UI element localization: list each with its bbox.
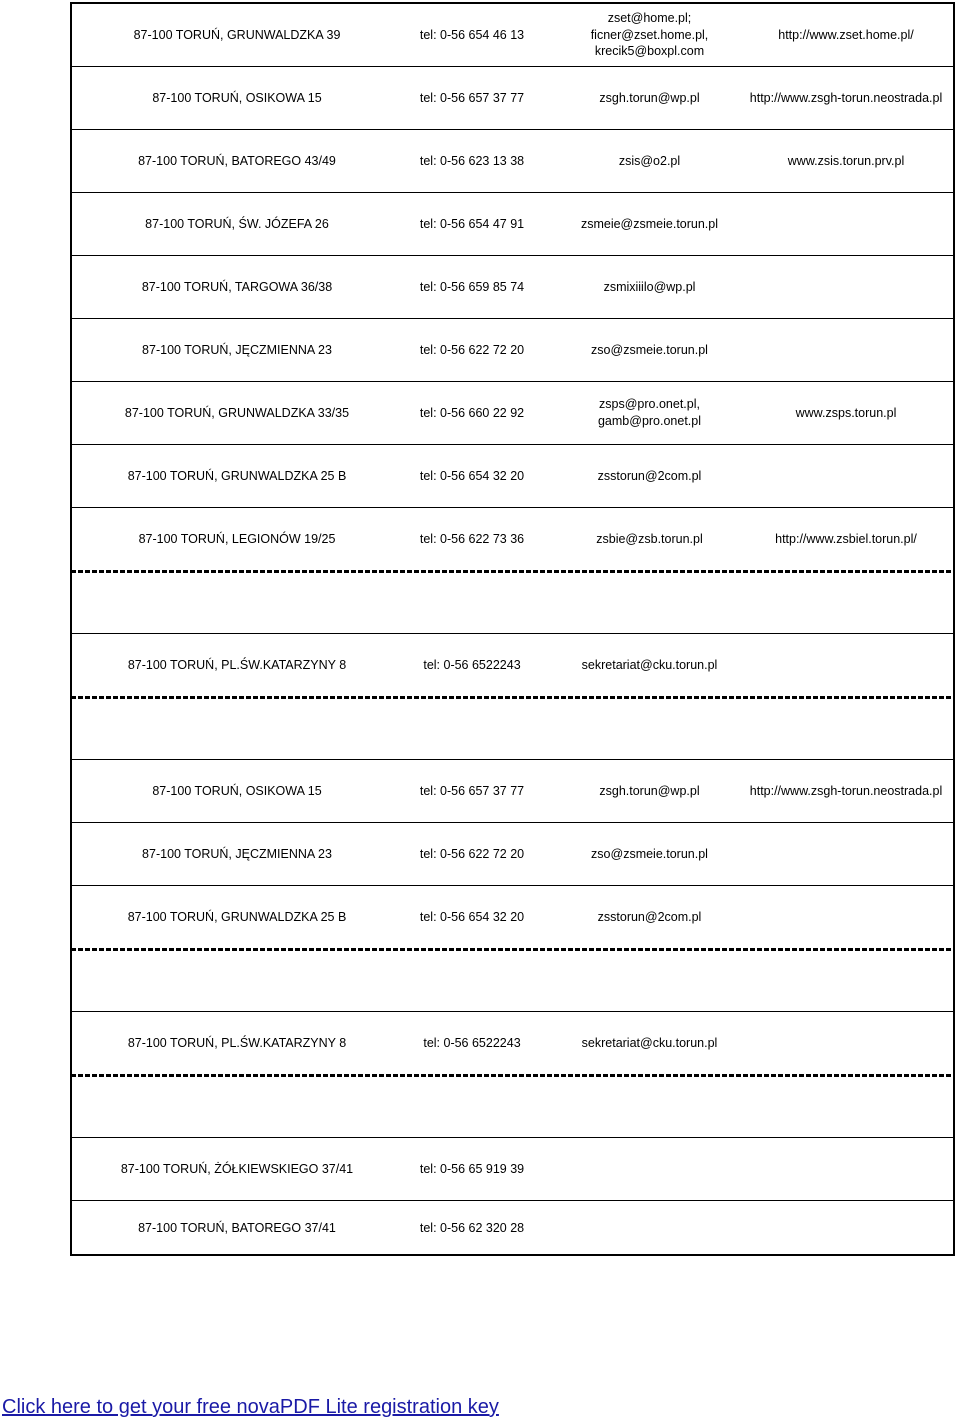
phone-cell-text: tel: 0-56 6522243 xyxy=(423,1036,521,1051)
email-cell-text: zsps@pro.onet.pl, gamb@pro.onet.pl xyxy=(597,397,702,428)
phone-cell-text: tel: 0-56 657 37 77 xyxy=(419,90,525,105)
table-row xyxy=(72,4,953,67)
address-cell xyxy=(72,193,402,255)
school-contact-table xyxy=(70,2,955,1256)
table-row xyxy=(72,886,953,949)
phone-cell-text: tel: 0-56 654 32 20 xyxy=(419,468,525,483)
email-cell-text: zso@zsmeie.torun.pl xyxy=(591,342,708,357)
address-cell-text: 87-100 TORUŃ, JĘCZMIENNA 23 xyxy=(142,342,332,357)
phone-cell xyxy=(402,760,542,822)
address-cell-text: 87-100 TORUŃ, PL.ŚW.KATARZYNY 8 xyxy=(127,1036,347,1051)
table-row xyxy=(72,1201,953,1256)
email-cell[interactable] xyxy=(542,256,757,318)
website-cell-text: http://www.zsgh-torun.neostrada.pl xyxy=(749,90,943,105)
address-cell-text: 87-100 TORUŃ, GRUNWALDZKA 33/35 xyxy=(124,405,350,420)
address-cell xyxy=(72,760,402,822)
website-cell xyxy=(737,193,955,255)
phone-cell xyxy=(402,319,542,381)
phone-cell xyxy=(402,130,542,192)
empty-row xyxy=(72,951,953,1012)
email-cell-text: zso@zsmeie.torun.pl xyxy=(591,846,708,861)
address-cell-text: 87-100 TORUŃ, PL.ŚW.KATARZYNY 8 xyxy=(127,658,347,673)
email-cell[interactable] xyxy=(542,508,757,571)
email-cell xyxy=(542,1201,757,1256)
website-cell-text: www.zsps.torun.pl xyxy=(795,405,897,420)
website-cell[interactable] xyxy=(737,4,955,66)
website-cell[interactable] xyxy=(737,130,955,192)
address-cell-text: 87-100 TORUŃ, GRUNWALDZKA 25 B xyxy=(127,910,347,925)
email-cell[interactable] xyxy=(542,445,757,507)
website-cell[interactable] xyxy=(737,382,955,444)
website-cell xyxy=(737,256,955,318)
email-cell-text: zsbie@zsb.torun.pl xyxy=(596,532,703,547)
table-row xyxy=(72,823,953,886)
email-cell-text: zset@home.pl; ficner@zset.home.pl, krecik5@boxpl.com xyxy=(590,10,709,59)
address-cell xyxy=(72,1012,402,1075)
website-cell-text: http://www.zsgh-torun.neostrada.pl xyxy=(749,783,943,798)
website-cell xyxy=(737,823,955,885)
table-row xyxy=(72,760,953,823)
email-cell[interactable] xyxy=(542,634,757,697)
phone-cell xyxy=(402,193,542,255)
website-cell-text: http://www.zset.home.pl/ xyxy=(778,27,914,42)
phone-cell-text: tel: 0-56 654 46 13 xyxy=(419,27,525,42)
website-cell[interactable] xyxy=(737,67,955,129)
address-cell xyxy=(72,1138,402,1200)
website-cell-text: http://www.zsbiel.torun.pl/ xyxy=(775,532,917,547)
address-cell xyxy=(72,823,402,885)
phone-cell xyxy=(402,1138,542,1200)
address-cell-text: 87-100 TORUŃ, GRUNWALDZKA 39 xyxy=(133,27,341,42)
website-cell xyxy=(737,886,955,949)
website-cell-text: www.zsis.torun.prv.pl xyxy=(787,153,905,168)
phone-cell-text: tel: 0-56 622 72 20 xyxy=(419,846,525,861)
website-cell[interactable] xyxy=(737,508,955,571)
phone-cell-text: tel: 0-56 654 32 20 xyxy=(419,910,525,925)
table-row xyxy=(72,508,953,571)
address-cell-text: 87-100 TORUŃ, ŚW. JÓZEFA 26 xyxy=(145,216,329,231)
phone-cell-text: tel: 0-56 6522243 xyxy=(423,658,521,673)
empty-row xyxy=(72,573,953,634)
email-cell-text: sekretariat@cku.torun.pl xyxy=(581,658,718,673)
website-cell xyxy=(737,319,955,381)
email-cell[interactable] xyxy=(542,1012,757,1075)
table-row xyxy=(72,1012,953,1075)
address-cell-text: 87-100 TORUŃ, LEGIONÓW 19/25 xyxy=(138,532,336,547)
address-cell xyxy=(72,319,402,381)
table-row xyxy=(72,319,953,382)
address-cell xyxy=(72,382,402,444)
website-cell xyxy=(737,1201,955,1256)
address-cell xyxy=(72,4,402,66)
table-row xyxy=(72,1138,953,1201)
address-cell-text: 87-100 TORUŃ, BATOREGO 37/41 xyxy=(138,1221,336,1236)
phone-cell-text: tel: 0-56 622 72 20 xyxy=(419,342,525,357)
website-cell xyxy=(737,1012,955,1075)
address-cell-text: 87-100 TORUŃ, ŻÓŁKIEWSKIEGO 37/41 xyxy=(120,1161,354,1176)
email-cell xyxy=(542,1138,757,1200)
email-cell[interactable] xyxy=(542,382,757,444)
address-cell-text: 87-100 TORUŃ, JĘCZMIENNA 23 xyxy=(142,846,332,861)
email-cell[interactable] xyxy=(542,4,757,66)
phone-cell-text: tel: 0-56 65 919 39 xyxy=(419,1161,525,1176)
phone-cell xyxy=(402,1201,542,1256)
phone-cell xyxy=(402,256,542,318)
website-cell xyxy=(737,445,955,507)
email-cell-text: zsstorun@2com.pl xyxy=(597,910,702,925)
email-cell[interactable] xyxy=(542,319,757,381)
email-cell-text: zsgh.torun@wp.pl xyxy=(599,783,700,798)
address-cell xyxy=(72,130,402,192)
phone-cell xyxy=(402,886,542,949)
phone-cell-text: tel: 0-56 660 22 92 xyxy=(419,405,525,420)
phone-cell-text: tel: 0-56 659 85 74 xyxy=(419,279,525,294)
email-cell[interactable] xyxy=(542,193,757,255)
address-cell-text: 87-100 TORUŃ, OSIKOWA 15 xyxy=(152,90,322,105)
address-cell xyxy=(72,67,402,129)
address-cell xyxy=(72,634,402,697)
email-cell[interactable] xyxy=(542,886,757,949)
email-cell[interactable] xyxy=(542,67,757,129)
empty-row xyxy=(72,699,953,760)
phone-cell xyxy=(402,823,542,885)
table-row xyxy=(72,67,953,130)
address-cell xyxy=(72,256,402,318)
email-cell[interactable] xyxy=(542,760,757,822)
phone-cell-text: tel: 0-56 654 47 91 xyxy=(419,216,525,231)
website-cell[interactable] xyxy=(737,760,955,822)
phone-cell xyxy=(402,634,542,697)
table-row xyxy=(72,382,953,445)
phone-cell-text: tel: 0-56 657 37 77 xyxy=(419,783,525,798)
phone-cell-text: tel: 0-56 623 13 38 xyxy=(419,153,525,168)
table-row xyxy=(72,256,953,319)
email-cell-text: zsstorun@2com.pl xyxy=(597,468,702,483)
table-row xyxy=(72,130,953,193)
email-cell-text: sekretariat@cku.torun.pl xyxy=(581,1036,718,1051)
address-cell xyxy=(72,886,402,949)
email-cell-text: zsmeie@zsmeie.torun.pl xyxy=(580,216,719,231)
address-cell xyxy=(72,445,402,507)
email-cell-text: zsis@o2.pl xyxy=(618,153,681,168)
phone-cell xyxy=(402,1012,542,1075)
email-cell-text: zsmixiiilo@wp.pl xyxy=(603,279,696,294)
table-row xyxy=(72,193,953,256)
address-cell-text: 87-100 TORUŃ, BATOREGO 43/49 xyxy=(138,153,336,168)
novapdf-registration-link[interactable]: Click here to get your free novaPDF Lite registration key xyxy=(2,1396,499,1418)
address-cell xyxy=(72,1201,402,1256)
email-cell[interactable] xyxy=(542,130,757,192)
address-cell xyxy=(72,508,402,571)
phone-cell xyxy=(402,67,542,129)
phone-cell xyxy=(402,382,542,444)
email-cell[interactable] xyxy=(542,823,757,885)
table-row xyxy=(72,445,953,508)
phone-cell xyxy=(402,445,542,507)
address-cell-text: 87-100 TORUŃ, GRUNWALDZKA 25 B xyxy=(127,468,347,483)
website-cell xyxy=(737,634,955,697)
phone-cell xyxy=(402,508,542,571)
empty-row xyxy=(72,1077,953,1138)
website-cell xyxy=(737,1138,955,1200)
address-cell-text: 87-100 TORUŃ, OSIKOWA 15 xyxy=(152,783,322,798)
address-cell-text: 87-100 TORUŃ, TARGOWA 36/38 xyxy=(141,279,333,294)
phone-cell-text: tel: 0-56 622 73 36 xyxy=(419,532,525,547)
table-row xyxy=(72,634,953,697)
phone-cell xyxy=(402,4,542,66)
phone-cell-text: tel: 0-56 62 320 28 xyxy=(419,1221,525,1236)
email-cell-text: zsgh.torun@wp.pl xyxy=(599,90,700,105)
